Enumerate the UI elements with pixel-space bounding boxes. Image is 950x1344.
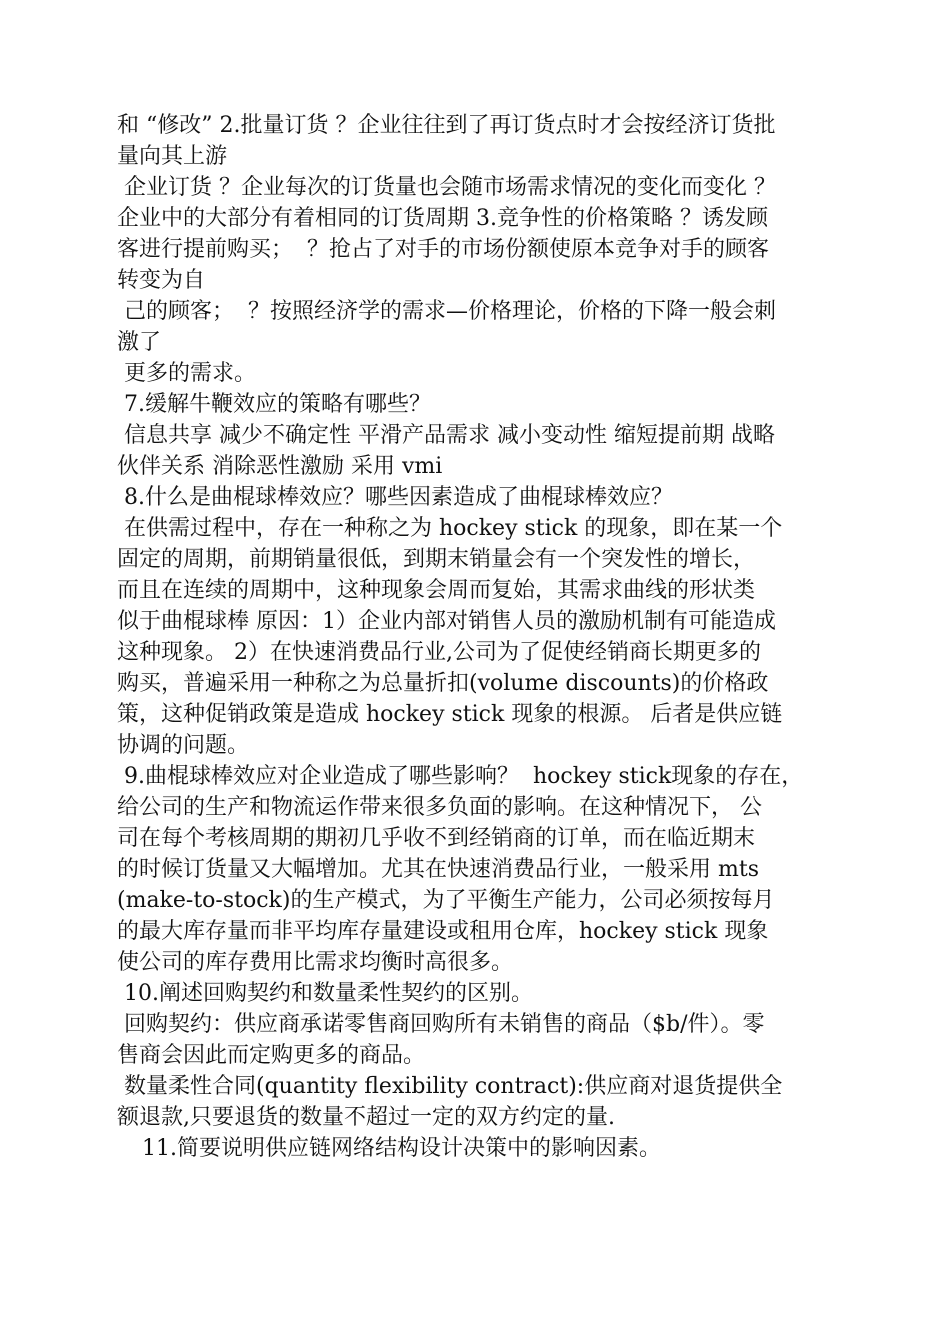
text-line: 企业订货 ？企业每次的订货量也会随市场需求情况的变化而变化 ？ [117, 175, 776, 200]
text-line: 己的顾客； ？按照经济学的需求—价格理论，价格的下降一般会刺 [117, 299, 776, 324]
text-line: 的时候订货量又大幅增加。尤其在快速消费品行业，一般采用 mts [117, 857, 759, 882]
question-7-heading: 7.缓解牛鞭效应的策略有哪些？ [117, 392, 431, 417]
text-line: 固定的周期，前期销量很低，到期末销量会有一个突发性的增长， [117, 547, 756, 572]
text-line: 企业中的大部分有着相同的订货周期 3.竞争性的价格策略 ？诱发顾 [117, 206, 768, 231]
text-line: 客进行提前购买； ？抢占了对手的市场份额使原本竞争对手的顾客 [117, 237, 769, 262]
document-body [117, 110, 857, 1164]
text-line: 协调的问题。 [117, 733, 250, 758]
text-line: 转变为自 [117, 268, 206, 293]
question-9-heading: 9.曲棍球棒效应对企业造成了哪些影响？ hockey stick现象的存在， [117, 764, 804, 789]
text-line: 回购契约：供应商承诺零售商回购所有未销售的商品（$b/件）。零 [117, 1012, 765, 1037]
text-line: 这种现象。 2）在快速消费品行业,公司为了促使经销商长期更多的 [117, 640, 761, 665]
text-line: 给公司的生产和物流运作带来很多负面的影响。在这种情况下， 公 [117, 795, 762, 820]
question-8-heading: 8.什么是曲棍球棒效应？哪些因素造成了曲棍球棒效应？ [117, 485, 673, 510]
text-line: 使公司的库存费用比需求均衡时高很多。 [117, 950, 514, 975]
text-line: 激了 [117, 330, 162, 355]
question-11-heading: 11.简要说明供应链网络结构设计决策中的影响因素。 [142, 1136, 661, 1161]
text-line: 而且在连续的周期中，这种现象会周而复始，其需求曲线的形状类 [117, 578, 756, 603]
text-line: (make-to-stock)的生产模式，为了平衡生产能力，公司必须按每月 [117, 888, 775, 913]
text-line: 司在每个考核周期的期初几乎收不到经销商的订单，而在临近期末 [117, 826, 756, 851]
question-10-heading: 10.阐述回购契约和数量柔性契约的区别。 [117, 981, 533, 1006]
text-line: 信息共享 减少不确定性 平滑产品需求 减小变动性 缩短提前期 战略 [117, 423, 775, 448]
text-line: 售商会因此而定购更多的商品。 [117, 1043, 426, 1068]
text-line: 和 “修改” 2.批量订货 ？企业往往到了再订货点时才会按经济订货批 [117, 113, 776, 138]
text-line: 在供需过程中，存在一种称之为 hockey stick 的现象，即在某一个 [117, 516, 783, 541]
text-line: 更多的需求。 [117, 361, 256, 386]
text-line: 似于曲棍球棒 原因：1）企业内部对销售人员的激励机制有可能造成 [117, 609, 776, 634]
text-line: 的最大库存量而非平均库存量建设或租用仓库，hockey stick 现象 [117, 919, 769, 944]
text-line: 伙伴关系 消除恶性激励 采用 vmi [117, 454, 443, 479]
text-line: 额退款,只要退货的数量不超过一定的双方约定的量. [117, 1105, 615, 1130]
text-line: 量向其上游 [117, 144, 228, 169]
text-line: 策，这种促销政策是造成 hockey stick 现象的根源。 后者是供应链 [117, 702, 783, 727]
text-line: 数量柔性合同(quantity flexibility contract):供应商对退货提供全 [117, 1074, 783, 1099]
text-line: 购买，普遍采用一种称之为总量折扣(volume discounts)的价格政 [117, 671, 769, 696]
